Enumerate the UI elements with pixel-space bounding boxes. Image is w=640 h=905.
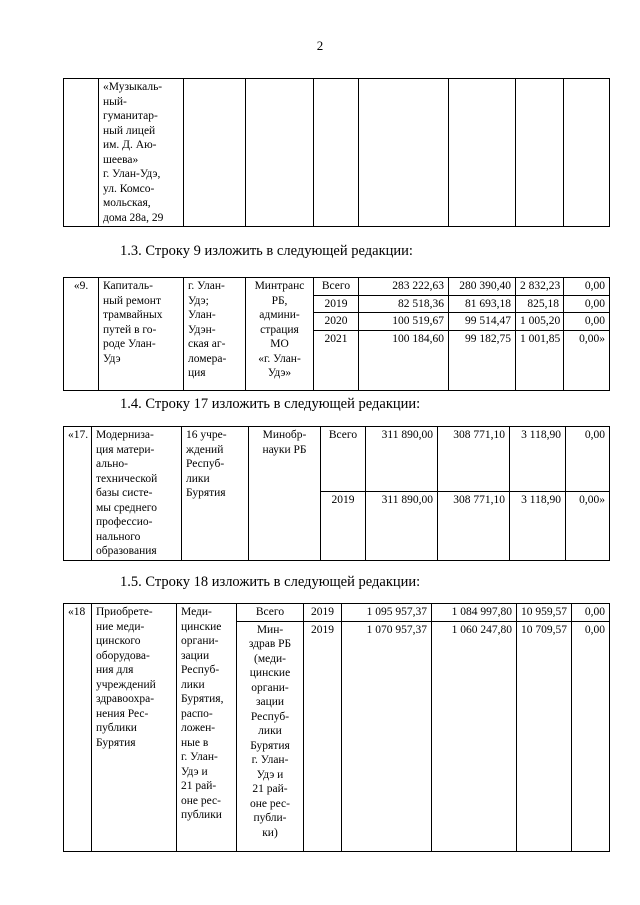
total-cell: 1 070 957,37 bbox=[342, 621, 432, 851]
total-cell: 100 184,60 bbox=[359, 330, 449, 390]
total-label: Всего bbox=[237, 604, 304, 622]
federal-cell: 1 084 997,80 bbox=[432, 604, 517, 622]
federal-cell: 81 693,18 bbox=[449, 295, 516, 313]
section-heading: 1.5. Строку 18 изложить в следующей редакции: bbox=[120, 574, 421, 590]
federal-cell: 99 514,47 bbox=[449, 313, 516, 331]
local-cell: 0,00 bbox=[564, 313, 610, 331]
total-cell: 1 095 957,37 bbox=[342, 604, 432, 622]
row-location: г. Улан- Удэ; Улан- Удэн- ская аг- ломера- ция bbox=[184, 278, 246, 391]
local-cell: 0,00» bbox=[566, 491, 610, 560]
republic-cell: 1 005,20 bbox=[516, 313, 564, 331]
republic-cell: 10 959,57 bbox=[517, 604, 572, 622]
row-number: «18 bbox=[64, 604, 92, 852]
local-cell: 0,00 bbox=[572, 621, 610, 851]
year-cell: 2019 bbox=[314, 295, 359, 313]
row-18-table bbox=[63, 603, 610, 852]
continued-table bbox=[63, 78, 610, 227]
local-cell: 0,00 bbox=[566, 427, 610, 492]
row-17-table bbox=[63, 426, 610, 561]
republic-cell: 825,18 bbox=[516, 295, 564, 313]
year-cell: Всего bbox=[314, 278, 359, 296]
republic-cell: 1 001,85 bbox=[516, 330, 564, 390]
row-customer: Мин- здрав РБ (меди- цинские органи- зации Респуб- лики Бурятия г. Улан- Удэ и 21 рай- оне рес- публи- ки) bbox=[237, 621, 304, 851]
republic-cell: 10 709,57 bbox=[517, 621, 572, 851]
table-row bbox=[64, 604, 610, 622]
row-customer: Минтранс РБ, админи- страция МО «г. Улан- Удэ» bbox=[246, 278, 314, 391]
year-cell: 2019 bbox=[321, 491, 366, 560]
local-cell: 0,00» bbox=[564, 330, 610, 390]
total-cell: 100 519,67 bbox=[359, 313, 449, 331]
section-heading: 1.4. Строку 17 изложить в следующей редакции: bbox=[120, 396, 421, 412]
table-row bbox=[64, 427, 610, 492]
year-cell: Всего bbox=[321, 427, 366, 492]
page-number: 2 bbox=[316, 38, 324, 53]
year-cell: 2020 bbox=[314, 313, 359, 331]
year-cell: 2019 bbox=[304, 604, 342, 622]
federal-cell: 1 060 247,80 bbox=[432, 621, 517, 851]
row-name: Капиталь- ный ремонт трамвайных путей в го- роде Улан- Удэ bbox=[99, 278, 184, 391]
total-cell: 82 518,36 bbox=[359, 295, 449, 313]
republic-cell: 3 118,90 bbox=[510, 491, 566, 560]
row-location: Меди- цинские органи- зации Респуб- лики Бурятия, распо- ложен- ные в г. Улан- Удэ и 21 рай- оне рес- публики bbox=[177, 604, 237, 852]
federal-cell: 280 390,40 bbox=[449, 278, 516, 296]
row-number: «17. bbox=[64, 427, 92, 561]
table-row bbox=[64, 278, 610, 296]
name-cell: «Музыкаль- ный- гуманитар- ный лицей им. Д. Аю- шеева» г. Улан-Удэ, ул. Комсо- мольская, дома 28а, 29 bbox=[99, 79, 184, 227]
row-number: «9. bbox=[64, 278, 99, 391]
total-cell: 311 890,00 bbox=[366, 427, 438, 492]
row-name: Приобрете- ние меди- цинского оборудова- ния для учреждений здравоохра- нения Рес- публики Бурятия bbox=[92, 604, 177, 852]
federal-cell: 99 182,75 bbox=[449, 330, 516, 390]
section-heading: 1.3. Строку 9 изложить в следующей редакции: bbox=[120, 243, 413, 259]
federal-cell: 308 771,10 bbox=[438, 427, 510, 492]
row-customer: Минобр- науки РБ bbox=[249, 427, 321, 561]
republic-cell: 2 832,23 bbox=[516, 278, 564, 296]
row-9-table bbox=[63, 277, 610, 391]
total-cell: 283 222,63 bbox=[359, 278, 449, 296]
year-cell: 2021 bbox=[314, 330, 359, 390]
total-cell: 311 890,00 bbox=[366, 491, 438, 560]
local-cell: 0,00 bbox=[564, 278, 610, 296]
republic-cell: 3 118,90 bbox=[510, 427, 566, 492]
federal-cell: 308 771,10 bbox=[438, 491, 510, 560]
year-cell: 2019 bbox=[304, 621, 342, 851]
table-row bbox=[64, 79, 610, 227]
row-name: Модерниза- ция матери- ально- технической базы систе- мы среднего профессио- нального образования bbox=[92, 427, 182, 561]
row-location: 16 учре- ждений Респуб- лики Бурятия bbox=[182, 427, 249, 561]
local-cell: 0,00 bbox=[564, 295, 610, 313]
local-cell: 0,00 bbox=[572, 604, 610, 622]
